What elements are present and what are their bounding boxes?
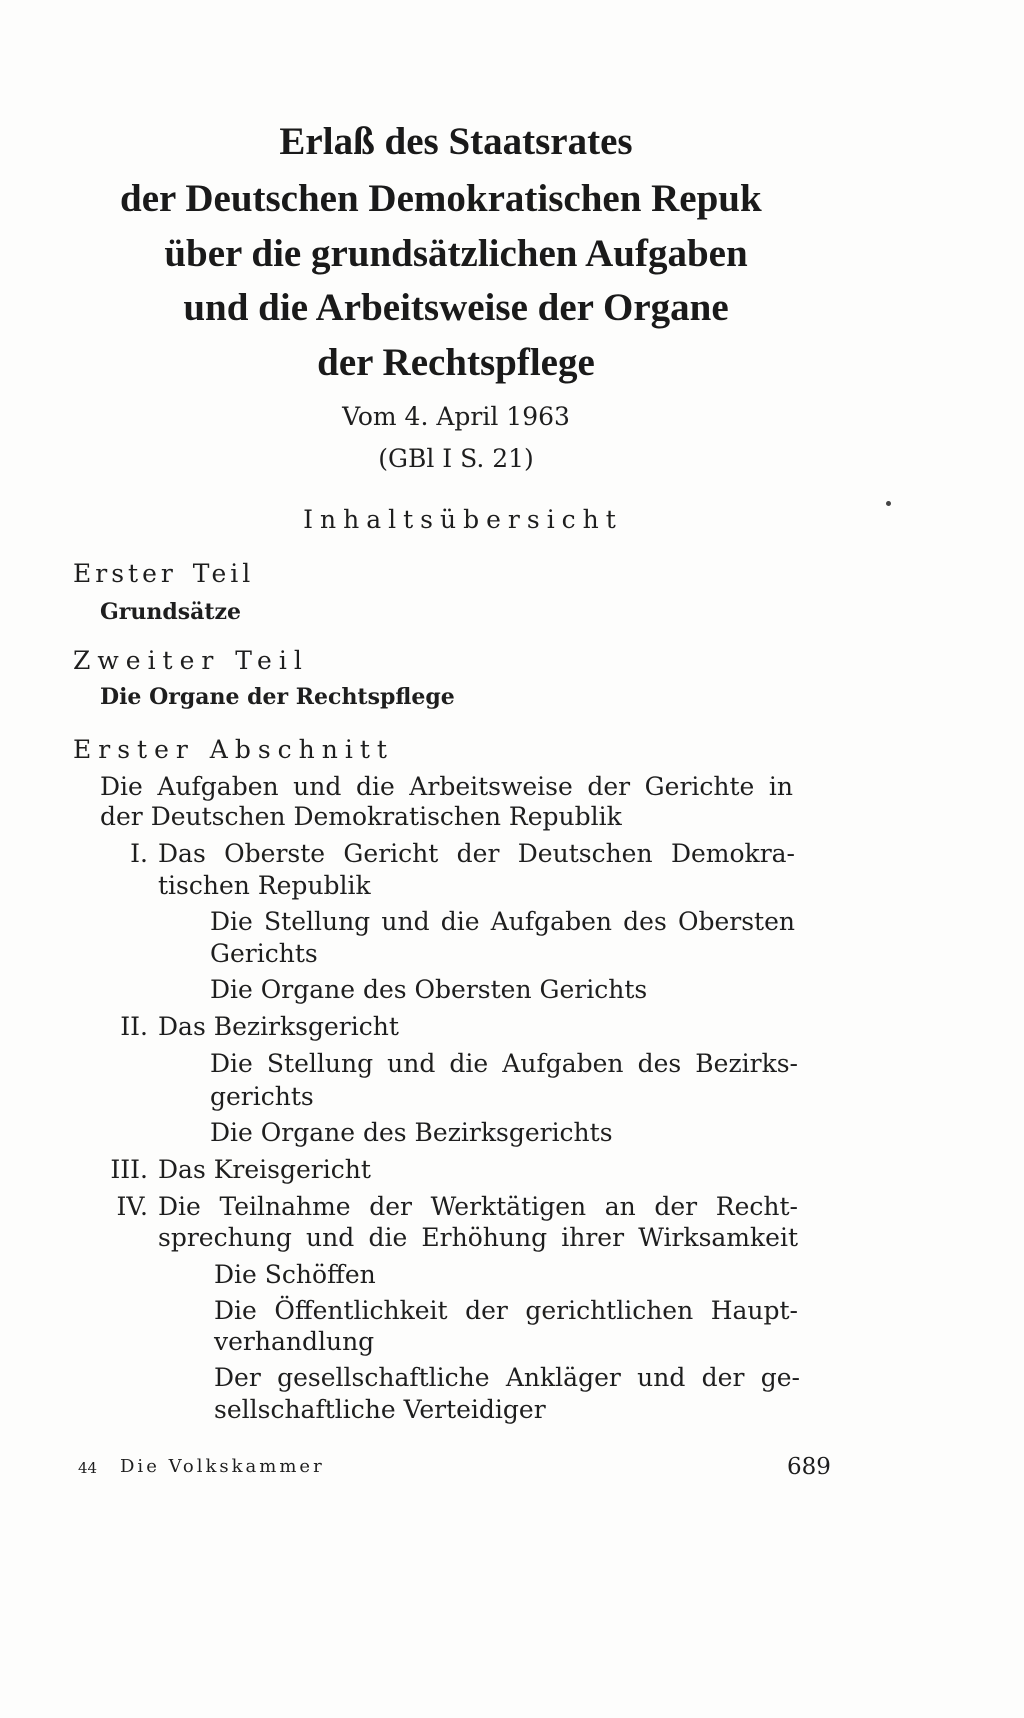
signature-number: 44 bbox=[78, 1459, 98, 1477]
chapter-title-line: tischen Republik bbox=[158, 871, 371, 900]
part-one-title: Grundsätze bbox=[100, 599, 242, 625]
part-one-label: Erster Teil bbox=[73, 559, 255, 588]
part-two-label: Zweiter Teil bbox=[73, 646, 309, 675]
chapter-title-line: sprechung und die Erhöhung ihrer Wirksamkeit bbox=[158, 1223, 798, 1252]
chapter-numeral: I. bbox=[130, 839, 148, 868]
toc-entry-line: Die Organe des Bezirksgerichts bbox=[210, 1118, 613, 1147]
chapter-title-line: Das Kreisgericht bbox=[158, 1155, 371, 1184]
toc-entry-line: Die Organe des Obersten Gerichts bbox=[210, 975, 648, 1004]
chapter-numeral: IV. bbox=[116, 1192, 148, 1221]
decree-date: Vom 4. April 1963 bbox=[342, 402, 570, 431]
section-one-title-line-1: Die Aufgaben und die Arbeitsweise der Gerichte in bbox=[100, 772, 793, 801]
decree-title-line-2: der Deutschen Demokratischen Repuk bbox=[120, 177, 762, 220]
scan-speck bbox=[886, 501, 891, 506]
decree-title-line-5: der Rechtspflege bbox=[317, 341, 595, 384]
page-number: 689 bbox=[787, 1454, 831, 1480]
toc-entry-line: Die Stellung und die Aufgaben des Obersten bbox=[210, 907, 795, 936]
toc-entry-line: gerichts bbox=[210, 1082, 314, 1111]
chapter-numeral: II. bbox=[120, 1012, 148, 1041]
section-one-label: Erster Abschnitt bbox=[73, 735, 394, 764]
chapter-title-line: Das Oberste Gericht der Deutschen Demokra- bbox=[158, 839, 795, 868]
toc-entry-line: Die Schöffen bbox=[214, 1260, 376, 1289]
toc-entry-line: verhandlung bbox=[214, 1327, 375, 1356]
decree-title-line-3: über die grundsätzlichen Aufgaben bbox=[164, 232, 748, 275]
toc-entry-line: sellschaftliche Verteidiger bbox=[214, 1395, 546, 1424]
toc-entry-line: Gerichts bbox=[210, 939, 318, 968]
decree-citation: (GBl I S. 21) bbox=[378, 444, 534, 473]
chapter-title-line: Die Teilnahme der Werktätigen an der Recht- bbox=[158, 1192, 798, 1221]
toc-entry-line: Die Stellung und die Aufgaben des Bezirks- bbox=[210, 1049, 798, 1078]
chapter-numeral: III. bbox=[110, 1155, 148, 1184]
section-one-title-line-2: der Deutschen Demokratischen Republik bbox=[100, 802, 622, 831]
toc-entry-line: Der gesellschaftliche Ankläger und der ge- bbox=[214, 1363, 800, 1392]
toc-entry-line: Die Öffentlichkeit der gerichtlichen Haupt- bbox=[214, 1296, 798, 1325]
decree-title-line-4: und die Arbeitsweise der Organe bbox=[183, 286, 729, 329]
contents-heading: Inhaltsübersicht bbox=[303, 505, 623, 534]
part-two-title: Die Organe der Rechtspflege bbox=[100, 684, 455, 710]
decree-title-line-1: Erlaß des Staatsrates bbox=[279, 120, 633, 163]
chapter-title-line: Das Bezirksgericht bbox=[158, 1012, 399, 1041]
signature-title: Die Volkskammer bbox=[120, 1456, 325, 1477]
